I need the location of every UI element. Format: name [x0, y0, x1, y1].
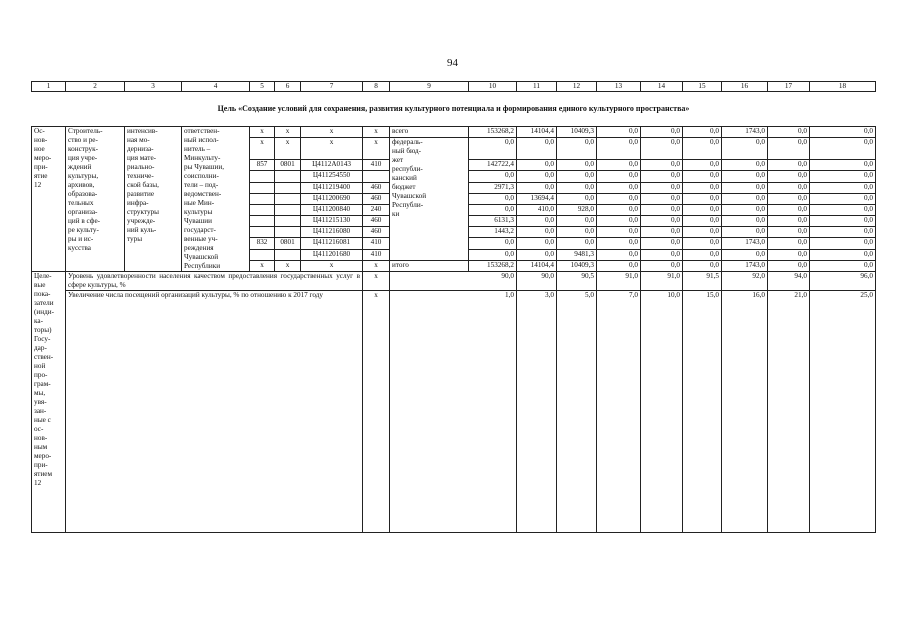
value-cell: 142722,4 — [469, 160, 517, 171]
header-cell: 6 — [275, 82, 301, 92]
value-cell: 1743,0 — [722, 260, 768, 271]
table-cell — [250, 171, 275, 182]
cell-text-line: инфра- — [127, 199, 149, 207]
header-cell: 12 — [557, 82, 597, 92]
table-cell: x — [301, 138, 363, 160]
goal-heading: Цель «Создание условий для сохранения, развития культурного потенциала и формирования единого культурного пространства» — [217, 104, 690, 113]
table-cell: 832 — [250, 238, 275, 249]
indicator-text-cell: Увеличение числа посещений организаций культуры, % по отношению к 2017 году — [66, 291, 363, 533]
value-cell: 0,0 — [517, 160, 557, 171]
table-cell: 240 — [363, 204, 390, 215]
value-cell: 0,0 — [557, 138, 597, 160]
header-cell: 18 — [810, 82, 876, 92]
cell-text-line: структуры — [127, 208, 159, 216]
value-cell: 0,0 — [641, 138, 683, 160]
cell-text-line: туры — [127, 235, 143, 243]
table-cell: x — [275, 260, 301, 271]
header-cell: 8 — [363, 82, 390, 92]
indicator-value-cell: 91,5 — [683, 272, 722, 291]
cell-text-line: Республики — [184, 262, 221, 270]
cell-text-line: реждения — [184, 244, 214, 252]
table-cell: x — [275, 127, 301, 138]
cell-text-line: Чувашии — [184, 217, 212, 225]
indicator-value-cell: 10,0 — [641, 291, 683, 533]
value-cell: 0,0 — [469, 204, 517, 215]
value-cell: 6131,3 — [469, 216, 517, 227]
value-cell: 0,0 — [641, 182, 683, 193]
cell-text-line: (инди- — [34, 308, 54, 316]
value-cell: 0,0 — [517, 138, 557, 160]
indicator-value-cell: 96,0 — [810, 272, 876, 291]
table-cell: x — [363, 291, 390, 533]
table-cell: x — [363, 272, 390, 291]
table-cell — [250, 204, 275, 215]
value-cell: 9481,3 — [557, 249, 597, 260]
value-cell: 0,0 — [557, 171, 597, 182]
value-cell: 0,0 — [683, 193, 722, 204]
table-cell: 0801 — [275, 160, 301, 171]
value-cell: 0,0 — [768, 160, 810, 171]
header-cell: 3 — [125, 82, 182, 92]
cell-text-line: грам- — [34, 380, 51, 388]
value-cell: 0,0 — [722, 204, 768, 215]
value-cell: 1443,2 — [469, 227, 517, 238]
cell-text-line: пока- — [34, 290, 51, 298]
value-cell: 0,0 — [722, 171, 768, 182]
indicator-value-cell: 16,0 — [722, 291, 768, 533]
cell-text-line: тельных — [68, 199, 94, 207]
table-cell: Ц411216081 — [301, 238, 363, 249]
value-cell: 0,0 — [683, 216, 722, 227]
value-cell: 0,0 — [810, 238, 876, 249]
page-number: 94 — [447, 57, 458, 69]
indicator-row — [32, 272, 876, 291]
table-cell: Ц411215130 — [301, 216, 363, 227]
value-cell: 0,0 — [469, 138, 517, 160]
cell-text-line: нитель – — [184, 145, 211, 153]
value-cell: 0,0 — [810, 127, 876, 138]
value-cell: 0,0 — [810, 160, 876, 171]
value-cell: 0,0 — [597, 182, 641, 193]
value-cell: 0,0 — [683, 227, 722, 238]
value-cell: 928,0 — [557, 204, 597, 215]
cell-text-line: ры и ис- — [68, 235, 94, 243]
value-cell: 10409,3 — [557, 127, 597, 138]
header-cell: 1 — [32, 82, 66, 92]
value-cell: 0,0 — [683, 182, 722, 193]
cell-text-line: ные Мин- — [184, 199, 215, 207]
value-cell: 0,0 — [768, 193, 810, 204]
value-cell: 14104,4 — [517, 127, 557, 138]
cell-text-line: тели – под- — [184, 181, 219, 189]
cell-text-line: Республи- — [392, 201, 424, 210]
cell-text-line: жет — [392, 156, 404, 165]
cell-text-line: ос- — [34, 425, 44, 433]
value-cell: 0,0 — [597, 238, 641, 249]
value-cell: 0,0 — [469, 193, 517, 204]
value-cell: 0,0 — [683, 204, 722, 215]
value-cell: 153268,2 — [469, 127, 517, 138]
cell-text-line: кусства — [68, 244, 91, 252]
value-cell: 0,0 — [641, 216, 683, 227]
table-cell — [363, 171, 390, 182]
cell-text-line: ция мате- — [127, 154, 157, 162]
value-cell: 0,0 — [597, 127, 641, 138]
cell-text-line: ство и ре- — [68, 136, 98, 144]
cell-text-line: меро- — [34, 154, 52, 162]
value-cell: 1743,0 — [722, 127, 768, 138]
table-row — [32, 127, 876, 138]
table-cell — [250, 216, 275, 227]
value-cell: 0,0 — [810, 171, 876, 182]
indicator-text-cell: Уровень удовлетворенности населения качеством предоставления государственных услуг в сфере культуры, % — [66, 272, 363, 291]
value-cell: 0,0 — [768, 138, 810, 160]
cell-text-line: соисполни- — [184, 172, 219, 180]
cell-text-line: ный испол- — [184, 136, 219, 144]
value-cell: 0,0 — [810, 260, 876, 271]
table-cell — [250, 227, 275, 238]
cell-text-line: дерниза- — [127, 145, 154, 153]
table-cell — [250, 193, 275, 204]
value-cell: 0,0 — [768, 216, 810, 227]
indicator-value-cell: 21,0 — [768, 291, 810, 533]
table-cell — [250, 249, 275, 260]
cell-text-line: ций в сфе- — [68, 217, 101, 225]
value-cell: 0,0 — [641, 238, 683, 249]
cell-text-line: Чувашской — [184, 253, 219, 261]
indicator-label-cell — [32, 272, 66, 533]
value-cell: 0,0 — [722, 138, 768, 160]
value-cell: 0,0 — [768, 171, 810, 182]
cell-text-line: венные уч- — [184, 235, 218, 243]
table-cell — [275, 216, 301, 227]
source-cell: итого — [390, 260, 469, 271]
table-cell: x — [275, 138, 301, 160]
table-cell: Ц411201680 — [301, 249, 363, 260]
header-cell: 17 — [768, 82, 810, 92]
cell-text-line: торы) — [34, 326, 52, 334]
value-cell: 0,0 — [469, 238, 517, 249]
value-cell: 0,0 — [641, 227, 683, 238]
cell-text-line: учрежде- — [127, 217, 156, 225]
cell-text-line: ний куль- — [127, 226, 157, 234]
value-cell: 0,0 — [768, 260, 810, 271]
cell-text-line: канский — [392, 174, 417, 183]
header-cell: 15 — [683, 82, 722, 92]
cell-text-line: культуры, — [68, 172, 99, 180]
table-cell: Ц411254550 — [301, 171, 363, 182]
cell-text-line: 12 — [34, 479, 42, 487]
table-cell: x — [250, 260, 275, 271]
indicator-value-cell: 94,0 — [768, 272, 810, 291]
indicator-value-cell: 25,0 — [810, 291, 876, 533]
table-cell: 410 — [363, 249, 390, 260]
indicator-value-cell: 92,0 — [722, 272, 768, 291]
value-cell: 0,0 — [557, 227, 597, 238]
table-cell — [275, 182, 301, 193]
cell-text-line: 12 — [34, 181, 42, 189]
cell-text-line: вые — [34, 281, 46, 289]
cell-text-line: ре культу- — [68, 226, 99, 234]
value-cell: 0,0 — [517, 171, 557, 182]
indicator-value-cell: 90,0 — [517, 272, 557, 291]
table-cell: 460 — [363, 216, 390, 227]
cell-text-line: конструк- — [68, 145, 98, 153]
indicator-value-cell: 15,0 — [683, 291, 722, 533]
indicator-value-cell: 5,0 — [557, 291, 597, 533]
cell-text-line: ной — [34, 362, 46, 370]
value-cell: 0,0 — [597, 227, 641, 238]
table-cell: x — [363, 138, 390, 160]
cell-text-line: ным — [34, 443, 48, 451]
header-cell: 9 — [390, 82, 469, 92]
table-cell: x — [250, 127, 275, 138]
value-cell: 0,0 — [683, 238, 722, 249]
value-cell: 0,0 — [722, 193, 768, 204]
value-cell: 0,0 — [641, 204, 683, 215]
table-cell: x — [363, 260, 390, 271]
header-cell: 16 — [722, 82, 768, 92]
indicator-value-cell: 3,0 — [517, 291, 557, 533]
cell-text-line: нов- — [34, 434, 48, 442]
cell-text-line: ры Чувашии, — [184, 163, 224, 171]
cell-text-line: Чувашской — [392, 192, 427, 201]
header-row — [32, 82, 876, 92]
value-cell: 13694,4 — [517, 193, 557, 204]
indicator-value-cell: 91,0 — [597, 272, 641, 291]
value-cell: 0,0 — [597, 171, 641, 182]
cell-text-line: мы, — [34, 389, 46, 397]
cell-text-line: ответствен- — [184, 127, 220, 135]
value-cell: 1743,0 — [722, 238, 768, 249]
table-cell: 0801 — [275, 238, 301, 249]
value-cell: 0,0 — [469, 249, 517, 260]
value-cell: 0,0 — [517, 216, 557, 227]
cell-text-line: нов- — [34, 136, 48, 144]
indicator-value-cell: 90,0 — [390, 272, 517, 291]
value-cell: 0,0 — [597, 216, 641, 227]
indicator-value-cell: 1,0 — [390, 291, 517, 533]
cell-text-line: при- — [34, 461, 48, 469]
value-cell: 0,0 — [683, 171, 722, 182]
value-cell: 0,0 — [469, 171, 517, 182]
table-cell: Ц4112А0143 — [301, 160, 363, 171]
cell-text-line: культуры — [184, 208, 213, 216]
cell-text-line: Ос- — [34, 127, 45, 135]
column-number-header — [31, 81, 876, 92]
value-cell: 0,0 — [641, 260, 683, 271]
header-cell: 5 — [250, 82, 275, 92]
value-cell: 0,0 — [597, 249, 641, 260]
cell-text-line: республи- — [392, 165, 423, 174]
value-cell: 0,0 — [683, 160, 722, 171]
indicator-value-cell: 90,5 — [557, 272, 597, 291]
table-cell: Ц411219400 — [301, 182, 363, 193]
value-cell: 0,0 — [768, 204, 810, 215]
header-cell: 10 — [469, 82, 517, 92]
table-cell: Ц411216080 — [301, 227, 363, 238]
value-cell: 0,0 — [597, 138, 641, 160]
cell-text-line: федераль- — [392, 138, 423, 147]
table-cell: 460 — [363, 182, 390, 193]
responsible-cell — [182, 127, 250, 272]
table-cell — [275, 227, 301, 238]
table-cell — [275, 249, 301, 260]
cell-text-line: бюджет — [392, 183, 416, 192]
value-cell: 0,0 — [683, 260, 722, 271]
value-cell: 0,0 — [722, 216, 768, 227]
header-cell: 13 — [597, 82, 641, 92]
value-cell: 0,0 — [641, 127, 683, 138]
measure-number-cell — [32, 127, 66, 272]
cell-text-line: при- — [34, 163, 48, 171]
value-cell: 0,0 — [768, 238, 810, 249]
value-cell: 0,0 — [641, 249, 683, 260]
value-cell: 0,0 — [517, 227, 557, 238]
table-cell: 410 — [363, 160, 390, 171]
value-cell: 0,0 — [557, 160, 597, 171]
table-cell: 410 — [363, 238, 390, 249]
cell-text-line: ствен- — [34, 353, 54, 361]
cell-text-line: ция учре- — [68, 154, 98, 162]
value-cell: 0,0 — [683, 138, 722, 160]
value-cell: 0,0 — [810, 182, 876, 193]
value-cell: 0,0 — [517, 238, 557, 249]
value-cell: 2971,3 — [469, 182, 517, 193]
value-cell: 0,0 — [768, 127, 810, 138]
table-cell: 460 — [363, 193, 390, 204]
indicator-value-cell: 7,0 — [597, 291, 641, 533]
cell-text-line: ки — [392, 210, 400, 219]
cell-text-line: техниче- — [127, 172, 154, 180]
value-cell: 0,0 — [768, 249, 810, 260]
value-cell: 0,0 — [517, 249, 557, 260]
value-cell: 0,0 — [517, 182, 557, 193]
value-cell: 0,0 — [722, 182, 768, 193]
value-cell: 153268,2 — [469, 260, 517, 271]
value-cell: 0,0 — [597, 260, 641, 271]
cell-text-line: Минкульту- — [184, 154, 221, 162]
table-cell — [275, 204, 301, 215]
cell-text-line: меро- — [34, 452, 52, 460]
measure-table — [31, 126, 876, 533]
cell-text-line: затели — [34, 299, 54, 307]
value-cell: 0,0 — [683, 249, 722, 260]
source-cell: всего — [390, 127, 469, 138]
value-cell: 0,0 — [641, 193, 683, 204]
cell-text-line: ка- — [34, 317, 43, 325]
value-cell: 0,0 — [597, 160, 641, 171]
cell-text-line: ный бюд- — [392, 147, 422, 156]
value-cell: 0,0 — [722, 160, 768, 171]
table-cell: x — [301, 260, 363, 271]
cell-text-line: ской базы, — [127, 181, 159, 189]
value-cell: 0,0 — [810, 204, 876, 215]
header-cell: 4 — [182, 82, 250, 92]
header-cell: 2 — [66, 82, 125, 92]
table-cell: x — [301, 127, 363, 138]
cell-text-line: Госу- — [34, 335, 51, 343]
cell-text-line: развитие — [127, 190, 155, 198]
cell-text-line: дар- — [34, 344, 47, 352]
cell-text-line: увя- — [34, 398, 47, 406]
table-cell: x — [363, 127, 390, 138]
cell-text-line: образова- — [68, 190, 98, 198]
cell-text-line: Строитель- — [68, 127, 103, 135]
measure-name-cell — [66, 127, 125, 272]
table-cell: Ц411200690 — [301, 193, 363, 204]
value-cell: 0,0 — [597, 204, 641, 215]
value-cell: 0,0 — [722, 249, 768, 260]
table-cell: Ц411200840 — [301, 204, 363, 215]
value-cell: 0,0 — [768, 227, 810, 238]
cell-text-line: Целе- — [34, 272, 52, 280]
value-cell: 10409,3 — [557, 260, 597, 271]
table-cell — [275, 171, 301, 182]
value-cell: 0,0 — [557, 182, 597, 193]
cell-text-line: риально- — [127, 163, 155, 171]
value-cell: 0,0 — [722, 227, 768, 238]
cell-text-line: государст- — [184, 226, 216, 234]
value-cell: 0,0 — [810, 249, 876, 260]
table-cell: x — [250, 138, 275, 160]
value-cell: 0,0 — [810, 216, 876, 227]
value-cell: 410,0 — [517, 204, 557, 215]
value-cell: 0,0 — [557, 193, 597, 204]
table-cell — [275, 193, 301, 204]
value-cell: 0,0 — [641, 160, 683, 171]
table-cell: 857 — [250, 160, 275, 171]
cell-text-line: ятием — [34, 470, 53, 478]
cell-text-line: организа- — [68, 208, 98, 216]
cell-text-line: интенсив- — [127, 127, 158, 135]
header-cell: 14 — [641, 82, 683, 92]
measure-task-cell — [125, 127, 182, 272]
value-cell: 0,0 — [768, 182, 810, 193]
value-cell: 0,0 — [683, 127, 722, 138]
value-cell: 14104,4 — [517, 260, 557, 271]
cell-text-line: ные с — [34, 416, 51, 424]
header-cell: 11 — [517, 82, 557, 92]
cell-text-line: про- — [34, 371, 48, 379]
cell-text-line: архивов, — [68, 181, 95, 189]
value-cell: 0,0 — [810, 138, 876, 160]
cell-text-line: ятие — [34, 172, 48, 180]
value-cell: 0,0 — [557, 216, 597, 227]
value-cell: 0,0 — [597, 193, 641, 204]
table-cell — [250, 182, 275, 193]
source-cell — [390, 138, 469, 261]
indicator-value-cell: 91,0 — [641, 272, 683, 291]
value-cell: 0,0 — [557, 238, 597, 249]
cell-text-line: ная мо- — [127, 136, 150, 144]
header-cell: 7 — [301, 82, 363, 92]
cell-text-line: ное — [34, 145, 45, 153]
indicator-row — [32, 291, 876, 533]
cell-text-line: ждений — [68, 163, 92, 171]
value-cell: 0,0 — [810, 227, 876, 238]
value-cell: 0,0 — [641, 171, 683, 182]
table-cell: 460 — [363, 227, 390, 238]
value-cell: 0,0 — [810, 193, 876, 204]
cell-text-line: ведомствен- — [184, 190, 222, 198]
cell-text-line: зан- — [34, 407, 47, 415]
